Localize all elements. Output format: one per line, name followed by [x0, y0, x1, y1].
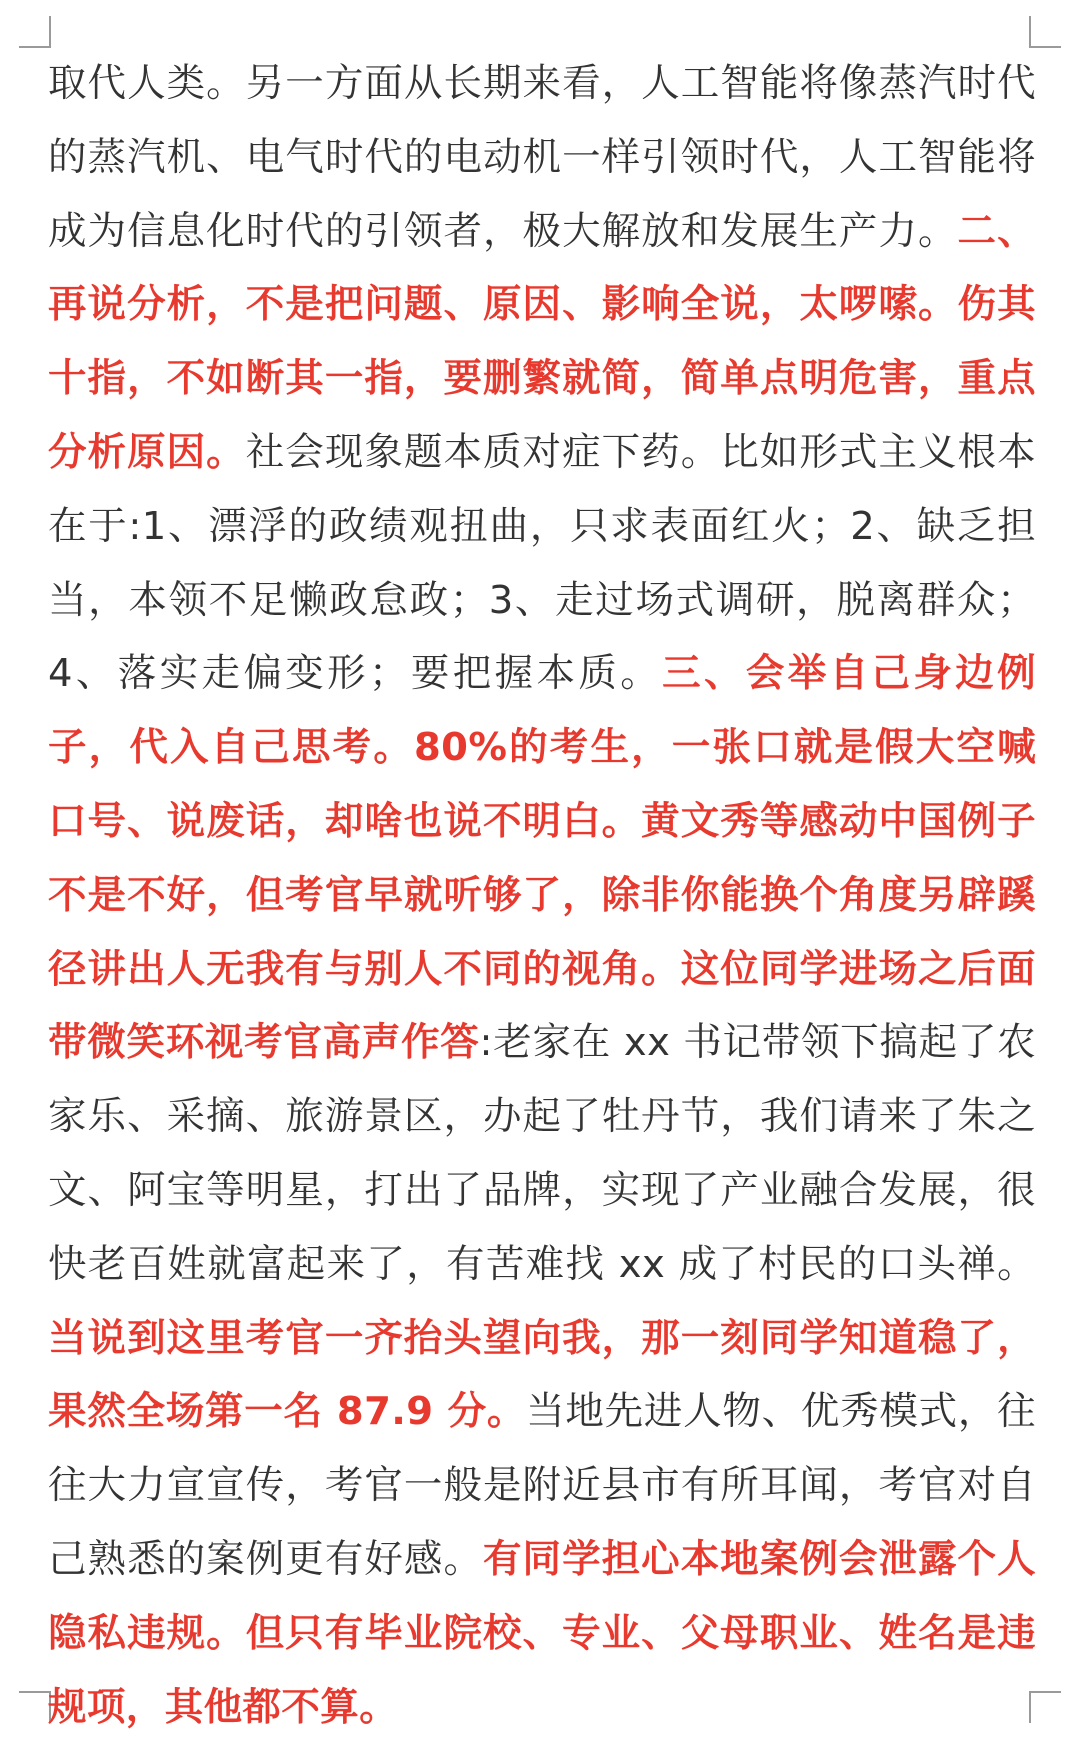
text-segment-normal: 当地先进人物、优秀模式，往往大力宣宣传，考官一般是附近县市有所耳闻，考官对自己熟悉的案例更有好感。 [48, 1389, 1036, 1582]
text-segment-normal: 社会现象题本质对症下药。比如形式主义根本在于:1、漂浮的政绩观扭曲，只求表面红火；2、缺乏担当，本领不足懒政怠政；3、走过场式调研，脱离群众；4、落实走偏变形；要把握本质。 [48, 429, 1036, 697]
text-segment-highlight: 三、会举自己身边例子，代入自己思考。80%的考生，一张口就是假大空喊口号、说废话，却啥也说不明白。黄文秀等感动中国例子不是不好，但考官早就听够了，除非你能换个角度另辟蹊径讲出人无我有与别人不同的视角。这位同学进场之后面带微笑环视考官高声作答 [48, 651, 1036, 1066]
text-segment-highlight: 二、再说分析，不是把问题、原因、影响全说，太啰嗦。伤其十指，不如断其一指，要删繁就简，简单点明危害，重点分析原因。 [48, 208, 1036, 475]
text-segment-highlight: 当说到这里考官一齐抬头望向我，那一刻同学知道稳了，果然全场第一名 87.9 分。 [48, 1315, 1036, 1435]
text-segment-normal: 取代人类。另一方面从长期来看，人工智能将像蒸汽时代的蒸汽机、电气时代的电动机一样引领时代，人工智能将成为信息化时代的引领者，极大解放和发展生产力。 [48, 61, 1036, 254]
document-body [48, 47, 1036, 1744]
text-segment-normal: :老家在 xx 书记带领下搞起了农家乐、采摘、旅游景区，办起了牡丹节，我们请来了朱之文、阿宝等明星，打出了品牌，实现了产业融合发展，很快老百姓就富起来了，有苦难找 xx 成了村民的口头禅。 [48, 1020, 1036, 1287]
crop-mark-top-right [1029, 16, 1061, 48]
text-segment-highlight: 有同学担心本地案例会泄露个人隐私违规。但只有毕业院校、专业、父母职业、姓名是违规项，其他都不算。 [48, 1536, 1036, 1730]
crop-mark-top-left [19, 16, 51, 48]
crop-mark-bottom-left [19, 1691, 51, 1723]
